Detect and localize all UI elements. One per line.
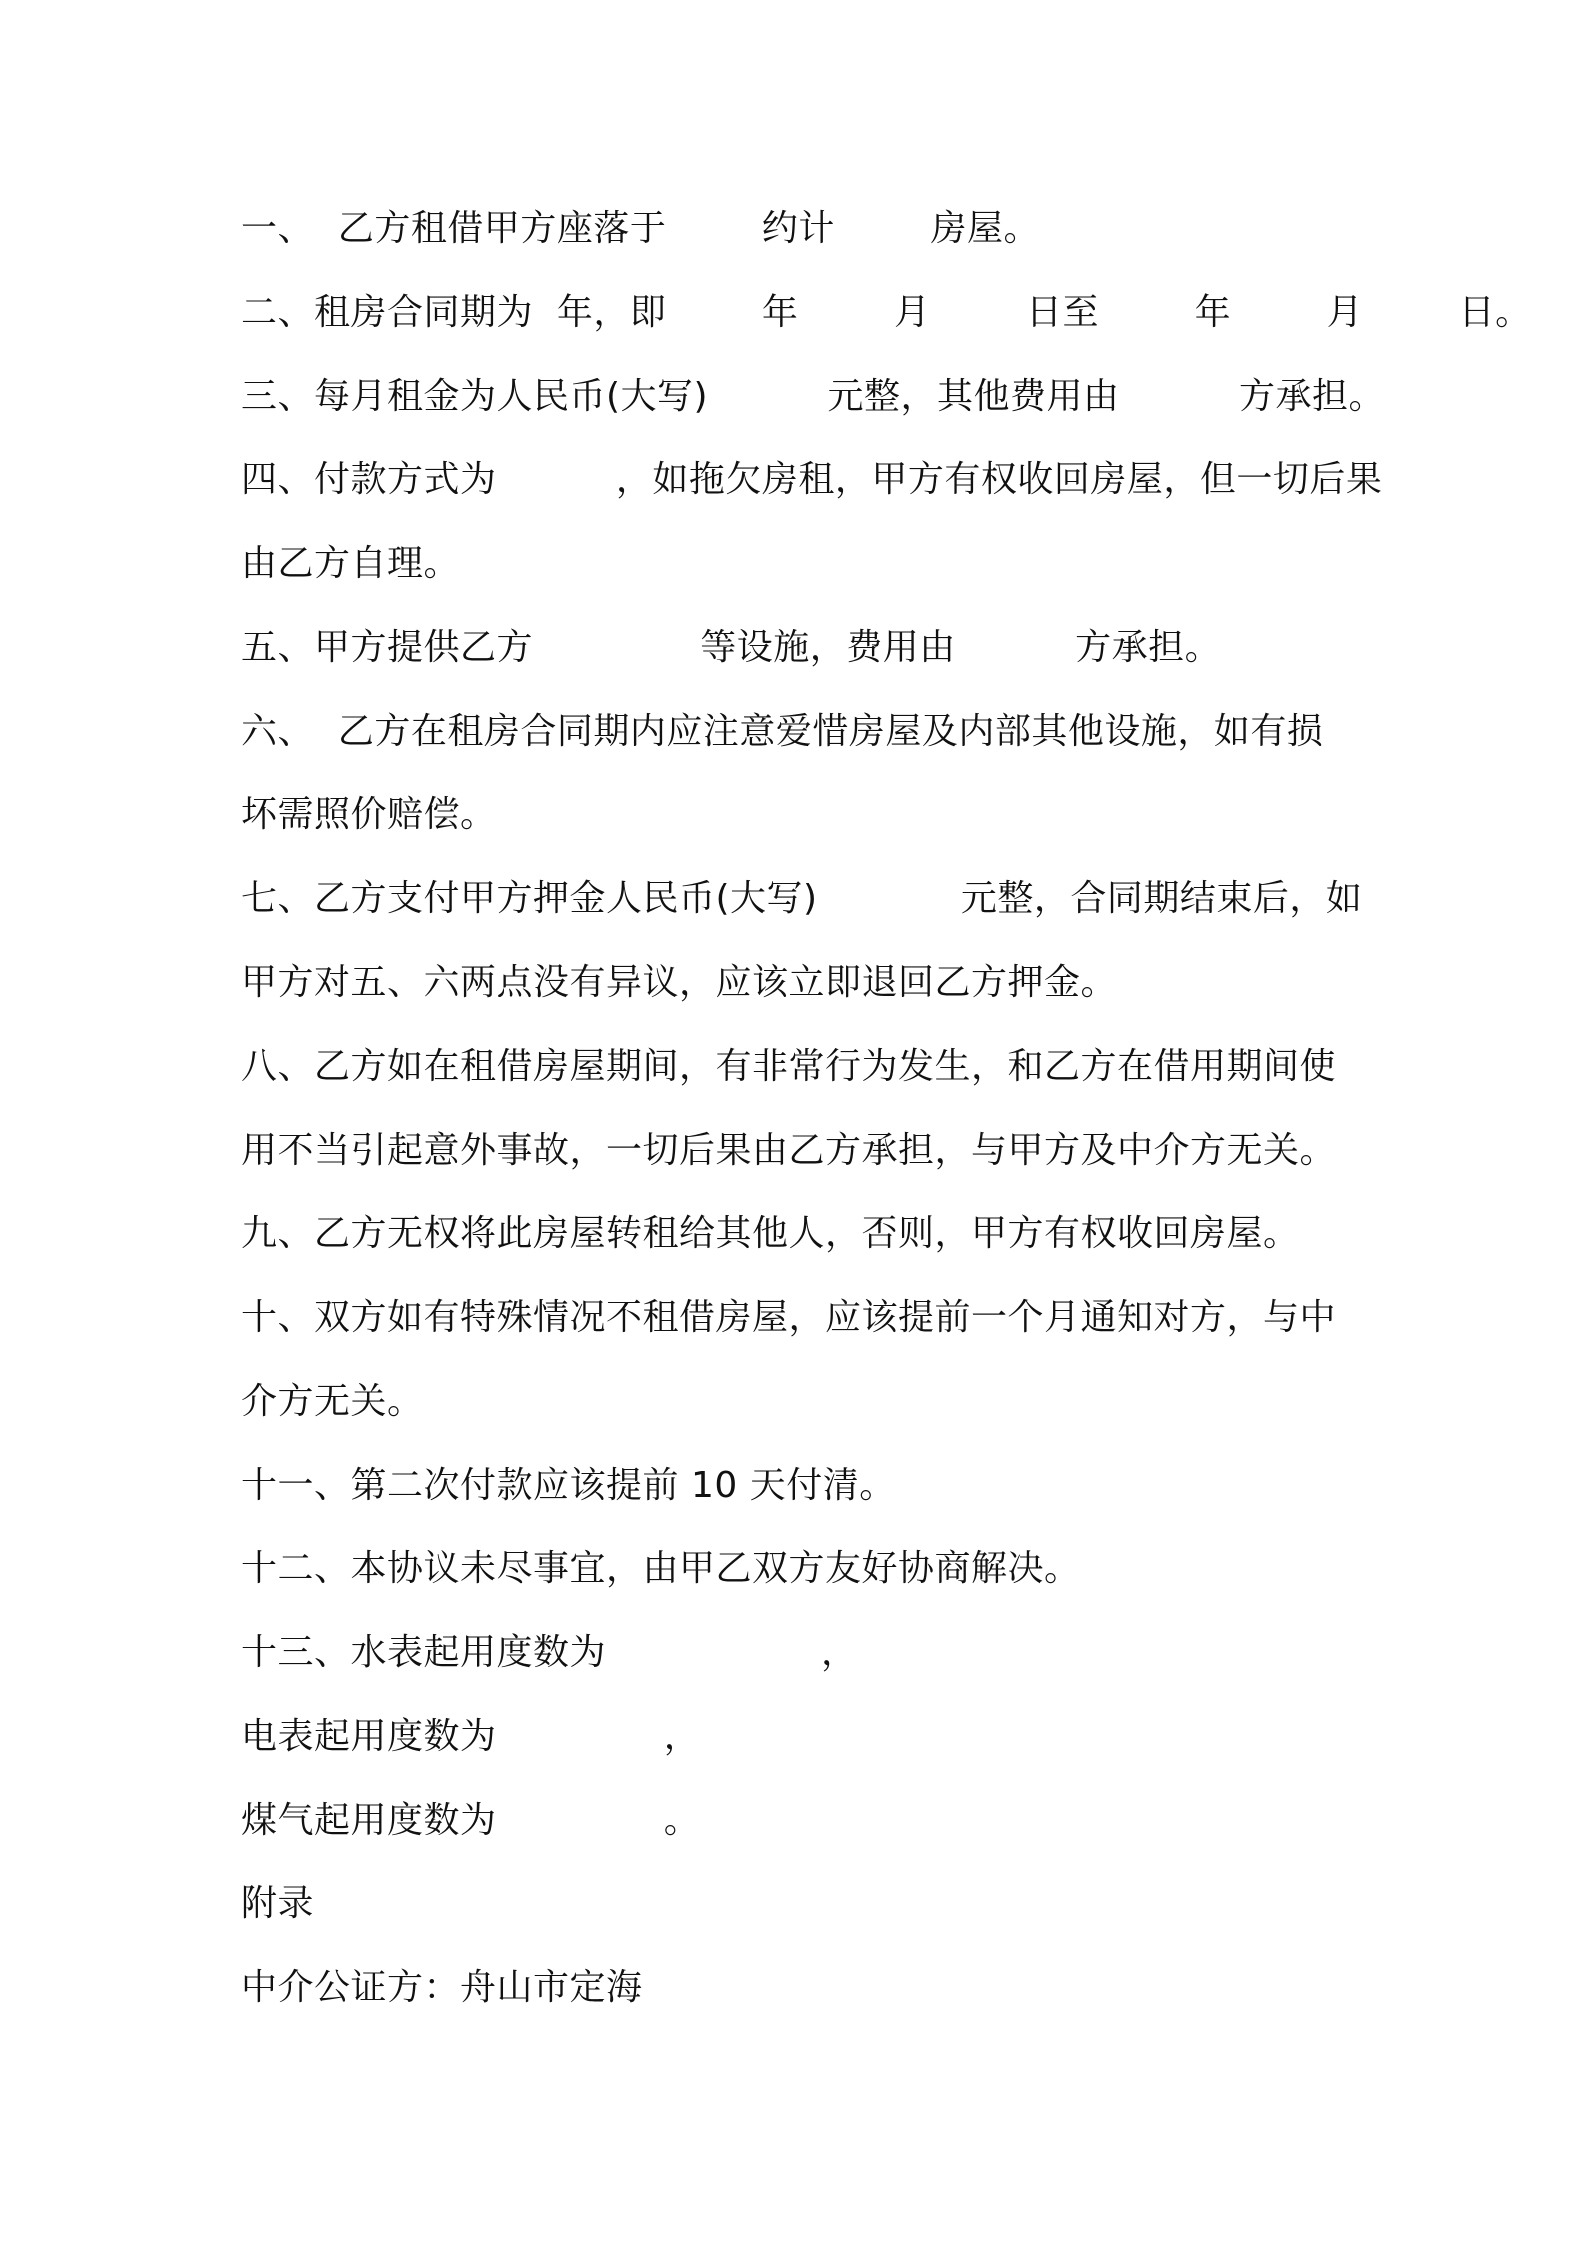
clause-13-water-meter: 十三、水表起用度数为 ， [241,1632,858,1673]
clause-12-line: 十二、本协议未尽事宜，由甲乙双方友好协商解决。 [241,1548,1081,1589]
clause-6-continuation: 坏需照价赔偿。 [241,794,497,835]
clause-3-line: 三、每月租金为人民币(大写) 元整，其他费用由 方承担。 [241,376,1385,417]
clause-6-line: 六、 乙方在租房合同期内应注意爱惜房屋及内部其他设施，如有损 [241,711,1324,752]
appendix-heading: 附录 [241,1883,315,1924]
clause-7-continuation: 甲方对五、六两点没有异议，应该立即退回乙方押金。 [241,962,1118,1003]
clause-10-line: 十、双方如有特殊情况不租借房屋，应该提前一个月通知对方，与中 [241,1297,1337,1338]
clause-13-electric-meter: 电表起用度数为 ， [241,1716,701,1757]
clause-4-continuation: 由乙方自理。 [241,543,461,584]
clause-13-gas-meter: 煤气起用度数为 。 [241,1800,701,1841]
clause-1-line: 一、 乙方租借甲方座落于 约计 房屋。 [241,208,1040,249]
intermediary-notary-line: 中介公证方：舟山市定海 [241,1967,643,2008]
clause-7-line: 七、乙方支付甲方押金人民币(大写) 元整，合同期结束后，如 [241,878,1363,919]
clause-5-line: 五、甲方提供乙方 等设施，费用由 方承担。 [241,627,1222,668]
clause-10-continuation: 介方无关。 [241,1381,424,1422]
clause-9-line: 九、乙方无权将此房屋转租给其他人，否则，甲方有权收回房屋。 [241,1213,1300,1254]
clause-4-line: 四、付款方式为 ，如拖欠房租，甲方有权收回房屋，但一切后果 [241,459,1383,500]
clause-8-continuation: 用不当引起意外事故，一切后果由乙方承担，与甲方及中介方无关。 [241,1130,1337,1171]
clause-2-line: 二、租房合同期为 年，即 年 月 日至 年 月 日。 [241,292,1532,333]
clause-8-line: 八、乙方如在租借房屋期间，有非常行为发生，和乙方在借用期间使 [241,1046,1337,1087]
clause-11-line: 十一、第二次付款应该提前 10 天付清。 [241,1465,896,1506]
